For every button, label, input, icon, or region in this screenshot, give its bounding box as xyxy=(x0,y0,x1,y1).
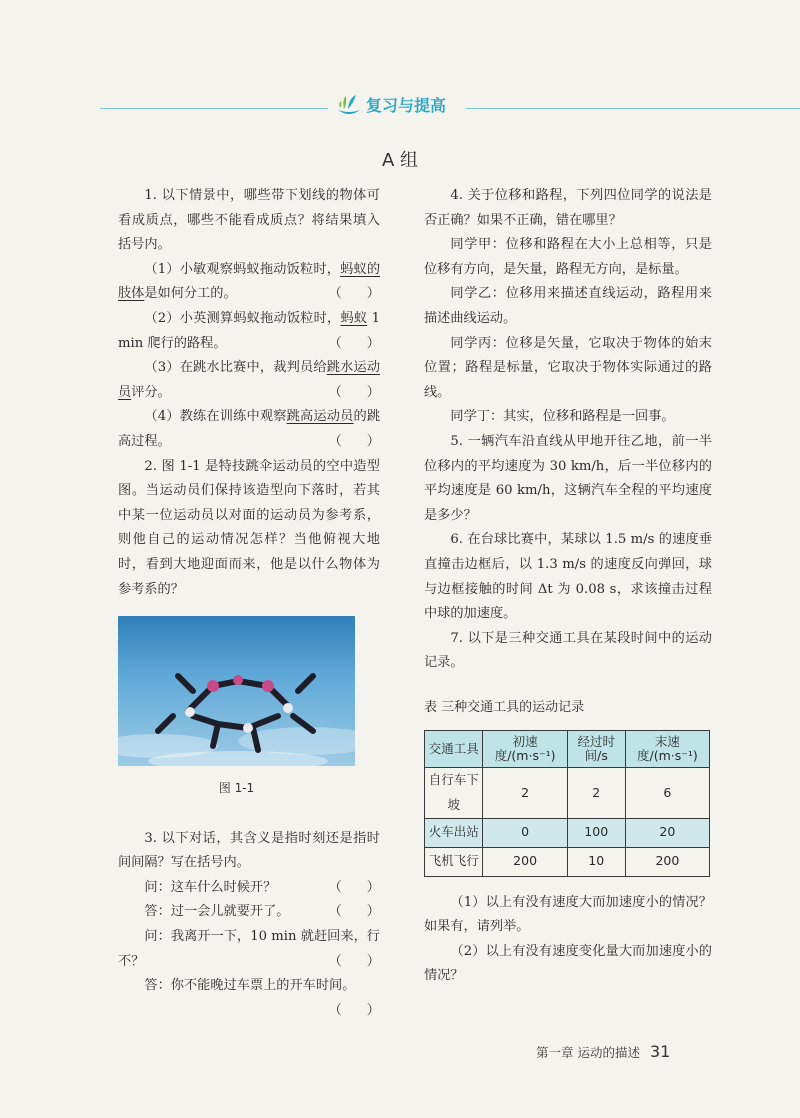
chapter-title: 第一章 运动的描述 xyxy=(536,1045,640,1060)
question-1-item-3: （3）在跳水比赛中，裁判员给跳水运动员评分。 （ ） xyxy=(118,356,380,405)
table-cell: 100 xyxy=(567,818,625,847)
answer-blank: （ ） xyxy=(328,433,380,449)
section-header-title: 复习与提高 xyxy=(366,95,447,115)
question-5: 5. 一辆汽车沿直线从甲地开往乙地，前一半位移内的平均速度为 30 km/h，后一半位移内的平均速度是 60 km/h，这辆汽车全程的平均速度是多少？ xyxy=(424,433,712,523)
right-column xyxy=(424,184,712,989)
answer-blank: （ ） xyxy=(328,953,380,969)
question-7-part-2: （2）以上有没有速度变化量大而加速度小的情况？ xyxy=(424,943,712,984)
header-rule-right xyxy=(466,108,800,109)
answer-blank: （ ） xyxy=(328,1002,380,1018)
table-header-row xyxy=(425,731,710,768)
skydivers-illustration xyxy=(118,616,355,766)
answer-blank: （ ） xyxy=(328,384,380,400)
sprout-logo-icon xyxy=(336,92,362,116)
question-4-student-c: 同学丙：位移是矢量，它取决于物体的始末位置；路程是标量，它取决于物体实际通过的路线。 xyxy=(424,335,712,400)
table-header-cell: 交通工具 xyxy=(425,731,483,768)
question-1-intro: 1. 以下情景中，哪些带下划线的物体可看成质点，哪些不能看成质点？将结果填入括号内。 xyxy=(118,188,380,253)
question-3-line-1: 问：这车什么时候开？ （ ） xyxy=(118,876,380,901)
table-row xyxy=(425,847,710,876)
question-1-item-2: （2）小英测算蚂蚁拖动饭粒时，蚂蚁 1 min 爬行的路程。 （ ） xyxy=(118,307,380,356)
table-cell: 0 xyxy=(483,818,567,847)
table-cell: 飞机飞行 xyxy=(425,847,483,876)
table-cell: 火车出站 xyxy=(425,818,483,847)
question-7: 7. 以下是三种交通工具在某段时间中的运动记录。 xyxy=(424,630,712,671)
header-rule-left xyxy=(100,108,328,109)
table-header-cell: 末速度/(m·s⁻¹) xyxy=(625,731,709,768)
table-row xyxy=(425,818,710,847)
question-1-item-1: （1）小敏观察蚂蚁拖动饭粒时，蚂蚁的肢体是如何分工的。 （ ） xyxy=(118,258,380,307)
motion-record-table xyxy=(424,730,710,876)
question-3-line-4: 答：你不能晚过车票上的开车时间。 （ ） xyxy=(118,974,380,999)
question-3-intro: 3. 以下对话，其含义是指时刻还是指时间间隔？写在括号内。 xyxy=(118,830,380,871)
answer-blank: （ ） xyxy=(328,335,380,351)
left-column xyxy=(118,184,380,1023)
question-4-student-d: 同学丁：其实，位移和路程是一回事。 xyxy=(450,409,675,425)
page-footer xyxy=(536,1042,670,1061)
table-cell: 2 xyxy=(567,768,625,818)
table-cell: 200 xyxy=(483,847,567,876)
table-cell: 自行车下坡 xyxy=(425,768,483,818)
page-number: 31 xyxy=(649,1042,671,1061)
figure-caption: 图 1-1 xyxy=(218,781,255,796)
question-6: 6. 在台球比赛中，某球以 1.5 m/s 的速度垂直撞击边框后，以 1.3 m/s 的速度反向弹回，球与边框接触的时间 Δt 为 0.08 s，求该撞击过程中球的加速度。 xyxy=(424,532,712,622)
table-header-cell: 经过时间/s xyxy=(567,731,625,768)
question-4-intro: 4. 关于位移和路程，下列四位同学的说法是否正确？如果不正确，错在哪里？ xyxy=(424,188,712,228)
question-2: 2. 图 1-1 是特技跳伞运动员的空中造型图。当运动员们保持该造型向下落时，若其中某一位运动员以对面的运动员为参考系，则他自己的运动情况怎样？当他俯视大地时，看到大地迎面而来，他是以什么物体为参考系的？ xyxy=(118,458,380,597)
section-header xyxy=(336,92,446,116)
answer-blank: （ ） xyxy=(328,879,380,895)
table-cell: 6 xyxy=(625,768,709,818)
question-1-item-4: （4）教练在训练中观察跳高运动员的跳高过程。 （ ） xyxy=(118,405,380,454)
question-3-line-3: 问：我离开一下，10 min 就赶回来，行不？ （ ） xyxy=(118,925,380,974)
table-row xyxy=(425,768,710,818)
question-4-student-b: 同学乙：位移用来描述直线运动，路程用来描述曲线运动。 xyxy=(424,286,712,326)
table-cell: 10 xyxy=(567,847,625,876)
question-4-student-a: 同学甲：位移和路程在大小上总相等，只是位移有方向，是矢量，路程无方向，是标量。 xyxy=(424,237,712,277)
table-header-cell: 初速度/(m·s⁻¹) xyxy=(483,731,567,768)
answer-blank: （ ） xyxy=(328,904,380,920)
question-7-part-1: （1）以上有没有速度大而加速度小的情况？如果有，请列举。 xyxy=(424,894,712,935)
answer-blank: （ ） xyxy=(328,286,380,302)
table-cell: 2 xyxy=(483,768,567,818)
table-cell: 20 xyxy=(625,818,709,847)
skydivers-photo xyxy=(118,616,355,766)
table-cell: 200 xyxy=(625,847,709,876)
table-title: 表 三种交通工具的运动记录 xyxy=(424,699,585,715)
question-3-line-2: 答：过一会儿就要开了。 （ ） xyxy=(118,900,380,925)
group-title: A 组 xyxy=(381,150,419,171)
